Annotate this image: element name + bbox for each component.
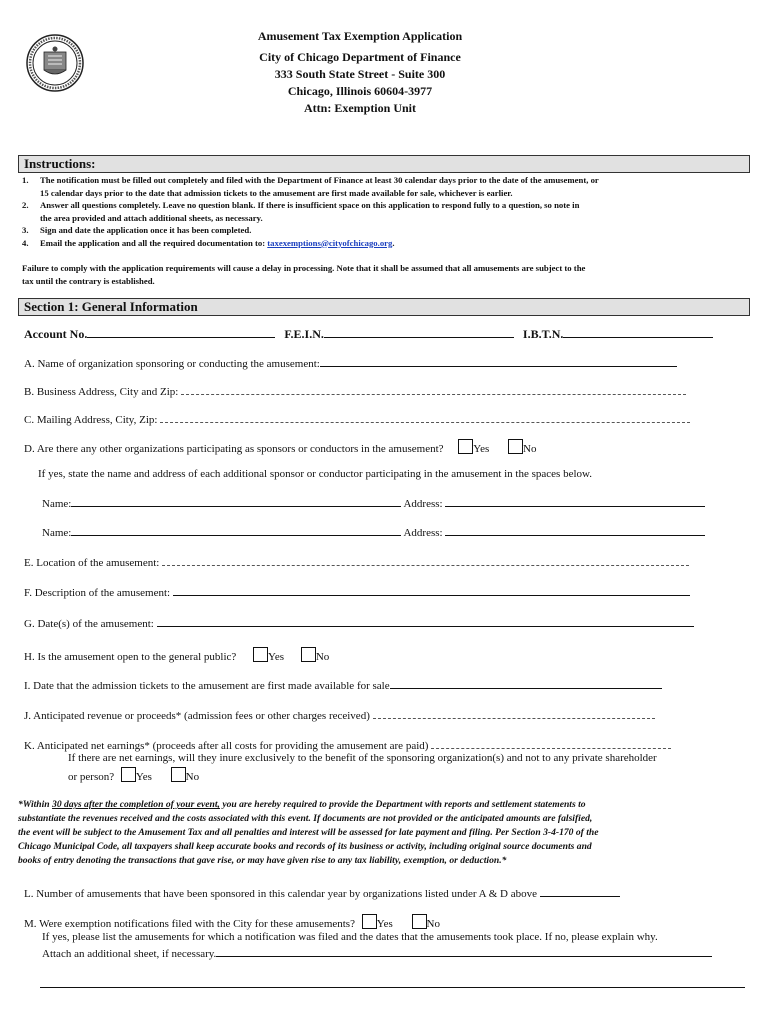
question-b: B. Business Address, City and Zip: <box>24 384 686 398</box>
sponsor-address-field[interactable] <box>445 496 705 507</box>
question-k: K. Anticipated net earnings* (proceeds after all costs for providing the amusement are paid) <box>24 738 671 752</box>
question-i: I. Date that the admission tickets to the amusement are first made available for sale <box>24 678 662 692</box>
m-no-checkbox[interactable] <box>412 914 427 929</box>
email-link[interactable]: taxexemptions@cityofchicago.org <box>267 237 393 248</box>
dates-field[interactable] <box>157 616 694 627</box>
amusement-list-extra-line[interactable] <box>40 987 745 988</box>
instructions-heading: Instructions: <box>18 155 750 173</box>
department-attn: Attn: Exemption Unit <box>303 101 416 115</box>
amusement-count-field[interactable] <box>540 886 620 897</box>
description-field[interactable] <box>173 585 690 596</box>
d-no-checkbox[interactable] <box>508 439 523 454</box>
mailing-address-field[interactable] <box>160 412 690 423</box>
question-m-attach: Attach an additional sheet, if necessary. <box>42 946 712 960</box>
h-yes-checkbox[interactable] <box>253 647 268 662</box>
instruction-item: 1. The notification must be filled out completely and filed with the Department of Finance at least 30 calendar days prior to the date of the amusement, or <box>22 175 599 185</box>
fein-field[interactable] <box>324 327 514 338</box>
sponsor-row-1: Name: Address: <box>42 496 705 510</box>
question-k-shareholder: If there are net earnings, will they inure exclusively to the benefit of the sponsoring organization(s) and not to any private shareholder <box>68 752 657 764</box>
sponsor-name-field[interactable] <box>71 525 401 536</box>
h-no-checkbox[interactable] <box>301 647 316 662</box>
instructions-list <box>22 174 744 249</box>
ibtn-field[interactable] <box>563 327 713 338</box>
d-yes-checkbox[interactable] <box>458 439 473 454</box>
question-e: E. Location of the amusement: <box>24 555 689 569</box>
sponsor-name-field[interactable] <box>71 496 401 507</box>
question-j: J. Anticipated revenue or proceeds* (admission fees or other charges received) <box>24 708 655 722</box>
k-no-checkbox[interactable] <box>171 767 186 782</box>
location-field[interactable] <box>162 555 689 566</box>
instruction-item-cont: 15 calendar days prior to the date that admission tickets to the amusement are first made available for sale, whichever is earlier. <box>40 187 513 198</box>
question-a: A. Name of organization sponsoring or conducting the amusement: <box>24 356 677 370</box>
department-street: 333 South State Street - Suite 300 <box>274 67 446 81</box>
department-name: City of Chicago Department of Finance <box>259 50 461 64</box>
question-g: G. Date(s) of the amusement: <box>24 616 694 630</box>
anticipated-revenue-field[interactable] <box>373 708 655 719</box>
m-yes-checkbox[interactable] <box>362 914 377 929</box>
instruction-item: 4. Email the application and all the required documentation to: taxexemptions@cityofchicago.org. <box>22 237 395 248</box>
sponsor-row-2: Name: Address: <box>42 525 705 539</box>
city-seal-icon <box>26 34 84 92</box>
section1-heading: Section 1: General Information <box>18 298 750 316</box>
instruction-item: 2. Answer all questions completely. Leave no question blank. If there is insufficient space on this application to respond fully to a question, so note in <box>22 200 580 210</box>
if-yes-instruction: If yes, state the name and address of each additional sponsor or conductor participating in the amusement in the spaces below. <box>38 468 593 480</box>
organization-name-field[interactable] <box>320 356 677 367</box>
department-city: Chicago, Illinois 60604-3977 <box>287 84 433 98</box>
amusement-list-field[interactable] <box>216 946 712 957</box>
question-c: C. Mailing Address, City, Zip: <box>24 412 690 426</box>
sponsor-address-field[interactable] <box>445 525 705 536</box>
question-m: M. Were exemption notifications filed with the City for these amusements? Yes No <box>24 914 440 930</box>
instruction-item-cont: the area provided and attach additional sheets, as necessary. <box>40 212 263 223</box>
failure-notice: Failure to comply with the application requirements will cause a delay in processing. Note that it shall be assumed that all amusements are subject to the tax until the contrary is established. <box>22 263 586 286</box>
settlement-note: *Within 30 days after the completion of your event, you are hereby required to provide the Department with reports and settlement statements to substantiate the revenues received and the costs associated with this event. If documents are not provided or the anticipated amounts are falsified, the event will be subject to the Amusement Tax and all penalties and interest will be assessed for late payment and filing. Per Section 3-4-170 of the Chicago Municipal Code, all taxpayers shall keep accurate books and records of its business or activity, including original source documents and books of entry denoting the transactions that gave rise, or may have given rise to any tax liability, exemption, or deduction.* <box>18 799 599 866</box>
question-l: L. Number of amusements that have been sponsored in this calendar year by organizations listed under A & D above <box>24 886 620 900</box>
question-f: F. Description of the amusement: <box>24 585 690 599</box>
question-m-instructions: If yes, please list the amusements for which a notification was filed and the dates that the amusements took place. If no, please explain why. <box>42 931 658 943</box>
business-address-field[interactable] <box>181 384 686 395</box>
k-yes-checkbox[interactable] <box>121 767 136 782</box>
question-d: D. Are there any other organizations participating as sponsors or conductors in the amusement? Yes No <box>24 439 536 455</box>
question-h: H. Is the amusement open to the general public? Yes No <box>24 647 329 663</box>
net-earnings-field[interactable] <box>431 738 671 749</box>
form-title: Amusement Tax Exemption Application <box>257 29 463 43</box>
instruction-item: 3. Sign and date the application once it has been completed. <box>22 225 252 235</box>
account-number-field[interactable] <box>87 327 275 338</box>
id-numbers-row: Account No. F.E.I.N. I.B.T.N. <box>24 327 713 342</box>
question-k-person: or person? Yes No <box>68 767 199 783</box>
ticket-date-field[interactable] <box>390 678 662 689</box>
